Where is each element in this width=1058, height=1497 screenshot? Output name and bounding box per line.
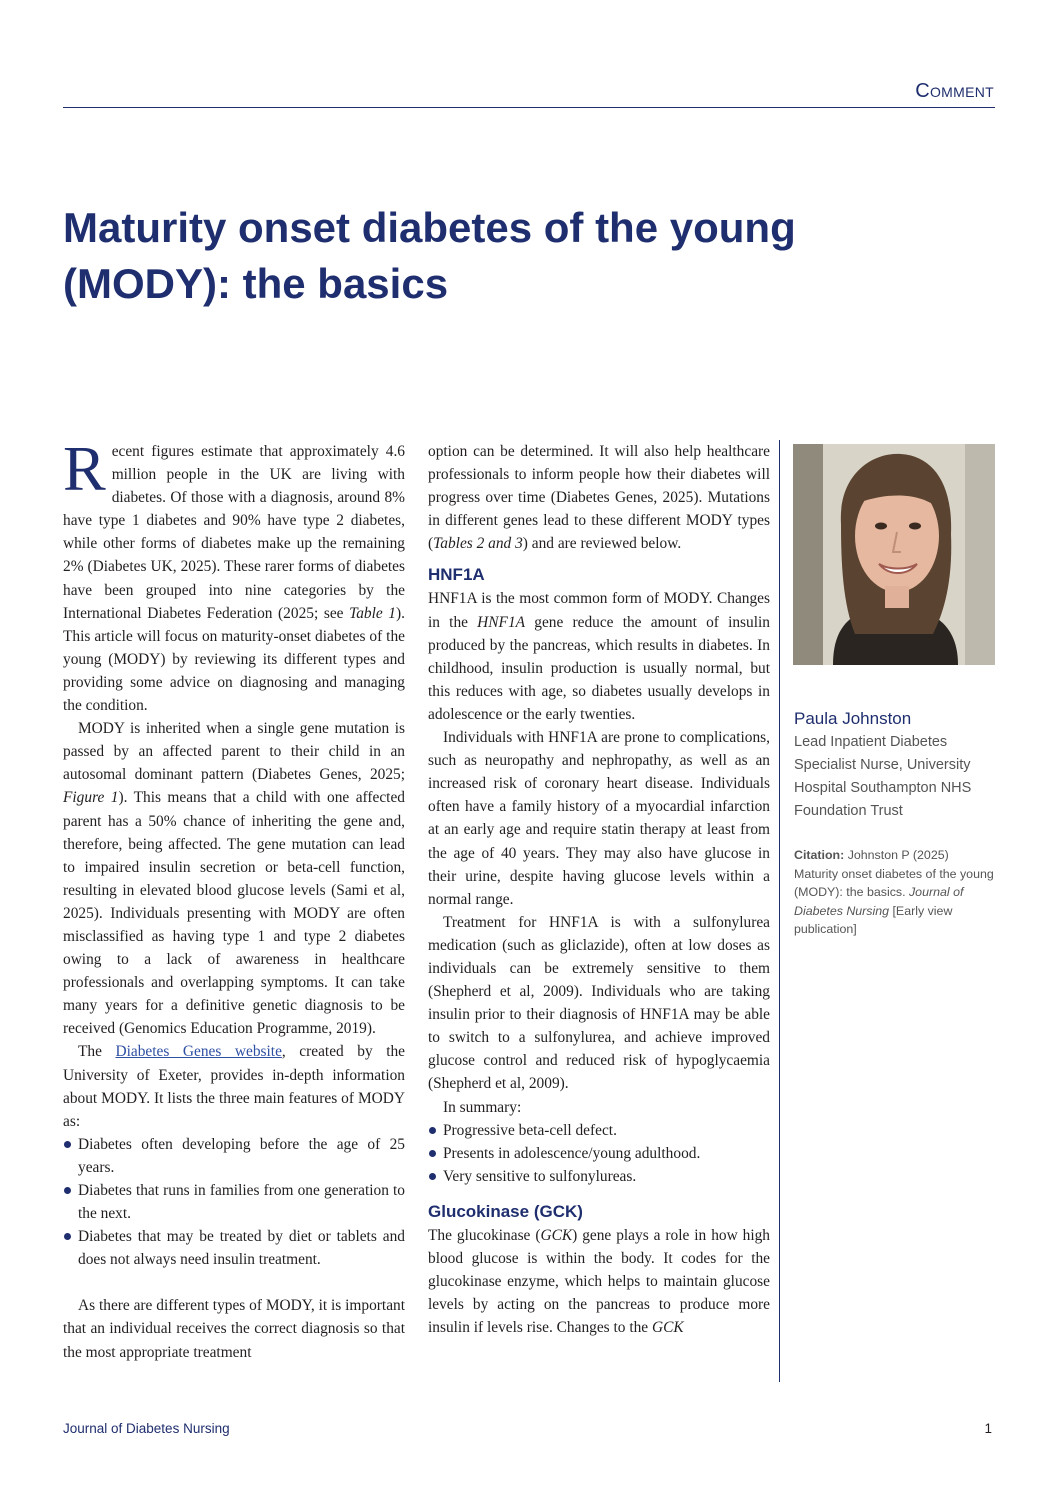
paragraph-continued: option can be determined. It will also help healthcare professionals to inform people how their diabetes will progress over time (Diabetes Genes, 2025). Mutations in different genes lead to these different MODY types (Tables 2 and 3) and are reviewed below.: [428, 443, 770, 553]
column-left: [63, 433, 406, 1364]
citation-block: Citation: Johnston P (2025) Maturity onset diabetes of the young (MODY): the basics. Journal of Diabetes Nursing [Early view publication]: [794, 848, 994, 936]
section-label: Comment: [915, 80, 994, 102]
author-portrait-image: [793, 444, 995, 665]
list-item: Very sensitive to sulfonylureas.: [428, 1165, 770, 1188]
footer-journal: Journal of Diabetes Nursing: [63, 1421, 230, 1436]
table-ref: Table 1: [349, 604, 397, 622]
header-rule: [63, 107, 995, 108]
paragraph-inheritance: MODY is inherited when a single gene mutation is passed by an affected parent to their child in an autosomal dominant pattern (Diabetes Genes, 2025; Figure 1). This means that a child with one affected parent has a 50% chance of inheriting the gene and, therefore, being affected. The gene mutation can lead to impaired insulin secretion or beta-cell function, resulting in elevated blood glucose levels (Sami et al, 2025). Individuals presenting with MODY are often misclassified as having type 1 and type 2 diabetes owing to a lack of awareness in healthcare professionals and overlapping symptoms. It can take many years for a definitive genetic diagnosis to be received (Genomics Education Programme, 2019).: [63, 720, 405, 1038]
paragraph-diagnosis: As there are different types of MODY, it is important that an individual receives the correct diagnosis so that the most appropriate treatment: [63, 1297, 405, 1361]
diabetes-genes-link[interactable]: Diabetes Genes website: [115, 1043, 282, 1061]
list-item: Progressive beta-cell defect.: [428, 1119, 770, 1142]
figure-ref: Figure 1: [63, 789, 119, 807]
list-item: Presents in adolescence/young adulthood.: [428, 1142, 770, 1165]
author-role: Lead Inpatient Diabetes Specialist Nurse, University Hospital Southampton NHS Foundation Trust: [794, 734, 972, 819]
author-name: Paula Johnston: [794, 709, 912, 728]
paragraph-treatment: Treatment for HNF1A is with a sulfonylurea medication (such as gliclazide), often at low doses as individuals can be extremely sensitive to them (Shepherd et al, 2009). Individuals who are taking insulin prior to their diagnosis of HNF1A may be able to switch to a sulfonylurea, and achieve improved glucose control and reduced risk of hypoglycaemia (Shepherd et al, 2009).: [428, 913, 770, 1093]
author-block: [794, 707, 999, 823]
article-title: Maturity onset diabetes of the young (MODY): the basics: [63, 204, 796, 307]
paragraph-intro: Recent figures estimate that approximately 4.6 million people in the UK are living with diabetes. Of those with a diagnosis, around 8% have type 1 diabetes and 90% have type 2 diabetes, while other forms of diabetes make up the remaining 2% (Diabetes UK, 2025). These rarer forms of diabetes have been grouped into nine categories by the International Diabetes Federation (2025; see Table 1). This article will focus on maturity-onset diabetes of the young (MODY) by reviewing its different types and providing some advice on diagnosing and managing the condition.: [63, 433, 405, 715]
list-item: Diabetes that runs in families from one generation to the next.: [63, 1179, 405, 1225]
dropcap: R: [63, 433, 106, 504]
paragraph-summary: In summary:: [443, 1098, 522, 1116]
summary-list: [428, 1119, 770, 1188]
citation-journal: Journal of Diabetes Nursing: [794, 885, 964, 918]
paragraph-website: The Diabetes Genes website, created by the University of Exeter, provides in-depth information about MODY. It lists the three main features of MODY as:: [63, 1043, 406, 1130]
column-middle: [428, 440, 770, 1339]
citation-label: Citation:: [794, 848, 845, 862]
paragraph-complications: Individuals with HNF1A are prone to complications, such as neuropathy and nephropathy, as well as an increased risk of coronary heart disease. Individuals often have a family history of a myocardial infarction at an early age and require statin therapy at least from the age of 40 years. They may also have glucose in their urine, despite having glucose levels within a normal range.: [428, 729, 770, 908]
author-photo: [793, 444, 995, 665]
heading-gck: Glucokinase (GCK): [428, 1201, 583, 1221]
page-number: 1: [984, 1421, 992, 1436]
heading-hnf1a: HNF1A: [428, 565, 485, 585]
features-list: [63, 1133, 405, 1272]
list-item: Diabetes often developing before the age of 25 years.: [63, 1133, 405, 1179]
paragraph-gck: The glucokinase (GCK) gene plays a role in how high blood glucose is within the body. It codes for the glucokinase enzyme, which helps to maintain glucose levels by acting on the pancreas to produce more insulin if levels rise. Changes to the GCK: [428, 1226, 771, 1337]
list-item: Diabetes that may be treated by diet or tablets and does not always need insulin treatment.: [63, 1225, 405, 1271]
paragraph-hnf1a: HNF1A is the most common form of MODY. Changes in the HNF1A gene reduce the amount of insulin produced by the pancreas, which results in diabetes. In childhood, insulin production is usually normal, but this reduces with age, so diabetes usually develops in adolescence or the early twenties.: [428, 590, 770, 723]
column-divider: [779, 440, 780, 1382]
